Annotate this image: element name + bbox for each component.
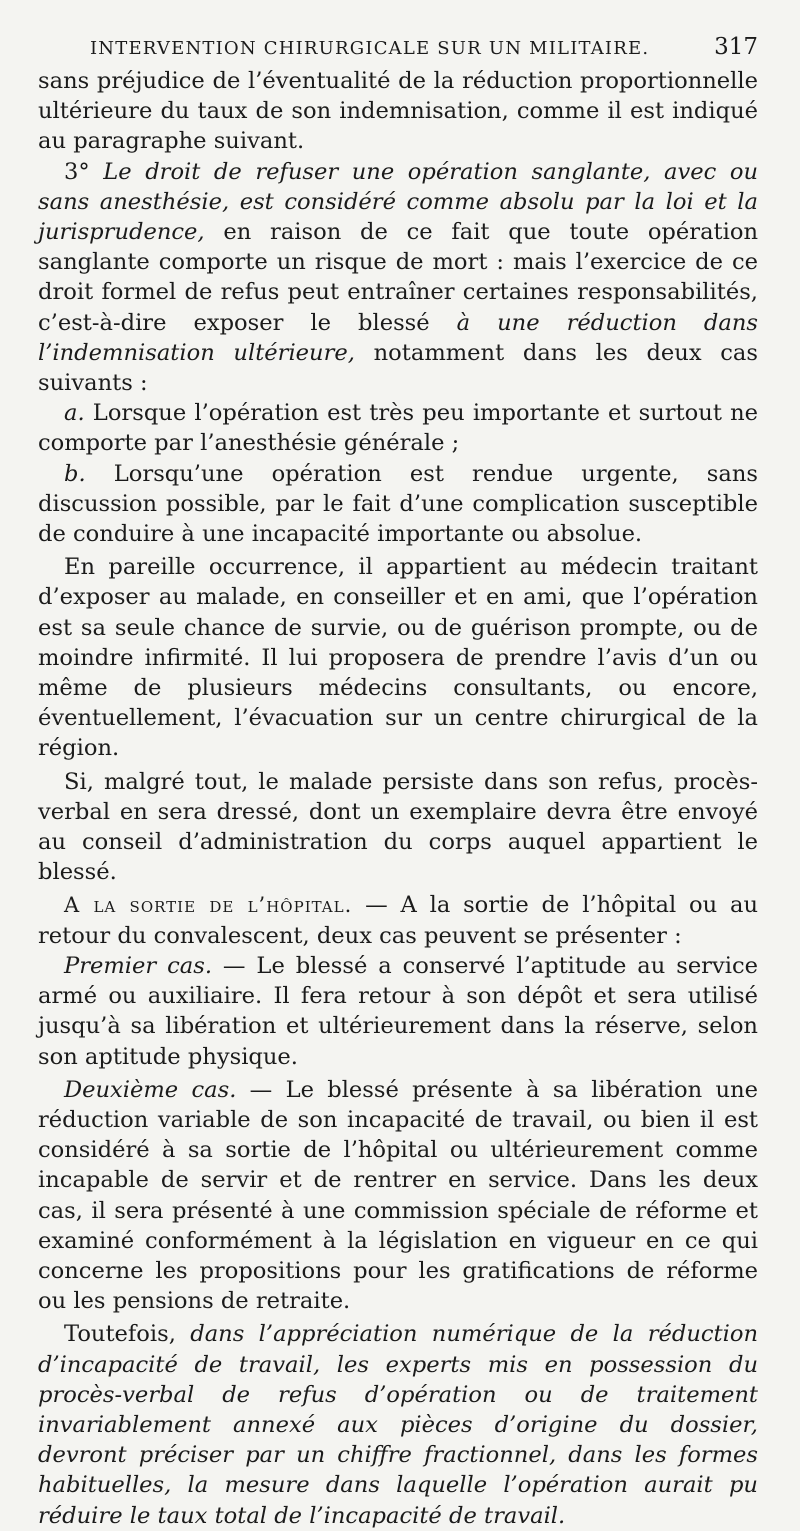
- running-title: INTERVENTION CHIRURGICALE SUR UN MILITAIRE.: [90, 38, 650, 59]
- paragraph-number: 3°: [64, 158, 104, 185]
- running-head: [90, 34, 758, 60]
- premier-cas: [38, 951, 758, 1072]
- paragraph-toutefois: [38, 1319, 758, 1530]
- case-a: [38, 398, 758, 458]
- page-number: 317: [714, 34, 758, 60]
- section-sortie: [38, 890, 758, 950]
- section-heading: A la sortie de l’hôpital.: [64, 893, 353, 918]
- body-text: [38, 66, 758, 1531]
- case-b: [38, 459, 758, 550]
- toutefois-italic: dans l’appréciation numérique de la réduction d’incapacité de travail, les experts mis en possession du procès-verbal de refus d’opération ou de traitement invariablement annexé aux pièces d’origine du dossier, devront préciser par un chiffre fractionnel, dans les formes habituelles, la mesure dans laquelle l’opération aurait pu réduire le taux total de l’incapacité de travail.: [38, 1321, 758, 1529]
- deuxieme-cas: [38, 1075, 758, 1317]
- italic-phrase: à une réduction dans l’indemnisation ultérieure,: [38, 309, 758, 366]
- section-text: — A la sortie de l’hôpital ou au retour du convalescent, deux cas peuvent se présenter :: [38, 892, 758, 949]
- paragraph-text-end: notamment dans les deux cas suivants :: [38, 339, 758, 397]
- paragraph-text: en raison de ce fait que toute opération sanglante comporte un risque de mort : mais l’exercice de ce droit formel de refus peut entraîner certaines responsabilités, c’est-à-dire exposer le blessé: [38, 219, 758, 336]
- case-b-text: Lorsqu’une opération est rendue urgente, sans discussion possible, par le fait d’une complication susceptible de conduire à une incapacité importante ou absolue.: [38, 460, 758, 548]
- case-a-text: Lorsque l’opération est très peu importante et surtout ne comporte par l’anesthésie générale ;: [38, 400, 758, 457]
- case-b-label: b.: [64, 460, 86, 487]
- paragraph-right-to-refuse: [38, 157, 758, 399]
- deuxieme-cas-text: — Le blessé présente à sa libération une réduction variable de son incapacité de travail, ou bien il est considéré à sa sortie de l’hôpital ou ultérieurement comme incapable de servir et de rentrer en service. Dans les deux cas, il sera présenté à une commission spéciale de réforme et examiné conformément à la législation en vigueur en ce qui concerne les propositions pour les gratifications de réforme ou les pensions de retraite.: [38, 1076, 758, 1315]
- paragraph-proces-verbal: Si, malgré tout, le malade persiste dans son refus, procès-verbal en sera dressé, dont un exemplaire devra être envoyé au conseil d’administration du corps auquel appartient le blessé.: [38, 768, 758, 886]
- toutefois-lead: Toutefois,: [64, 1321, 191, 1348]
- italic-statement: Le droit de refuser une opération sanglante, avec ou sans anesthésie, est considéré comme absolu par la loi et la jurisprudence,: [38, 158, 759, 246]
- premier-cas-text: — Le blessé a conservé l’aptitude au service armé ou auxiliaire. Il fera retour à son dépôt et sera utilisé jusqu’à sa libération et ultérieurement dans la réserve, selon son aptitude physique.: [38, 952, 758, 1070]
- premier-cas-label: Premier cas.: [64, 952, 213, 979]
- case-a-label: a.: [64, 400, 85, 427]
- paragraph-occurrence: En pareille occurrence, il appartient au médecin traitant d’exposer au malade, en conseiller et en ami, que l’opération est sa seule chance de survie, ou de guérison prompte, ou de moindre infirmité. Il lui proposera de prendre l’avis d’un ou même de plusieurs médecins consultants, ou encore, éventuellement, l’évacuation sur un centre chirurgical de la région.: [38, 554, 758, 762]
- paragraph-continuation: sans préjudice de l’éventualité de la réduction proportionnelle ultérieure du taux de son indemnisation, comme il est indiqué au paragraphe suivant.: [38, 68, 758, 155]
- deuxieme-cas-label: Deuxième cas.: [64, 1076, 237, 1103]
